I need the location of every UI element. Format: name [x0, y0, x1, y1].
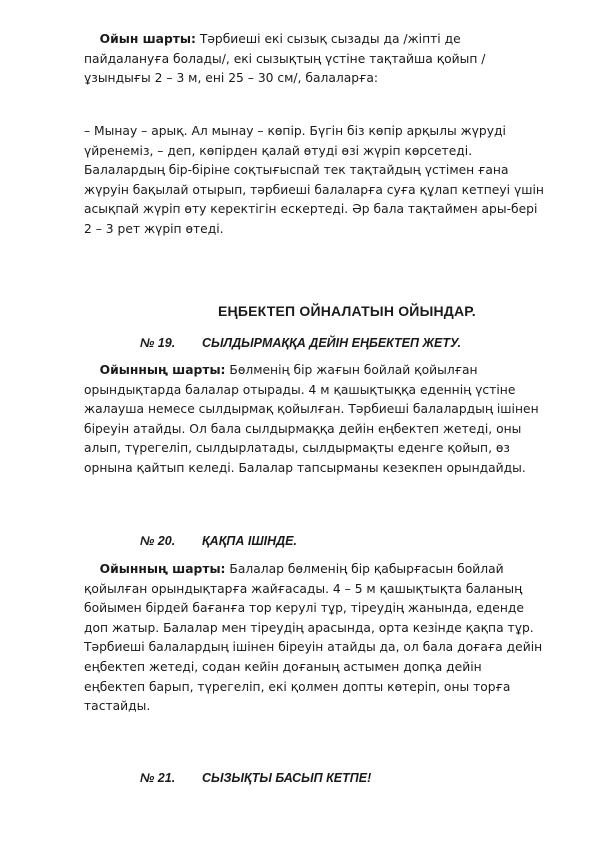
game-20-title: ҚАҚПА ІШІНДЕ.	[202, 534, 297, 548]
game-19-title: СЫЛДЫРМАҚҚА ДЕЙІН ЕҢБЕКТЕП ЖЕТУ.	[202, 336, 462, 350]
game-21-heading	[140, 771, 371, 785]
game-19-rules-text: Бөлменің бір жағын бойлай қойылған орындықтарда балалар отырады. 4 м қашықтыққа еденнің үстіне жалауша немесе сылдырмақ қойылған. Тәрбиеші балалардың ішінен біреуін атайды. Ол бала сылдырмаққа дейін еңбектеп жетеді, оны алып, түрегеліп, сылдырлатады, сылдырмақты еденге қойып, өз орнына қайтып келеді. Балалар тапсырманы кезекпен орындайды.	[84, 363, 539, 475]
game-20-rules-paragraph	[84, 560, 544, 717]
game-19-heading	[140, 336, 461, 350]
section-heading: ЕҢБЕКТЕП ОЙНАЛАТЫН ОЙЫНДАР.	[218, 303, 476, 319]
game-20-rules-text: Балалар бөлменің бір қабырғасын бойлай қойылған орындықтарға жайғасады. 4 – 5 м қашықтықта баланың бойымен бірдей бағанға тор керулі тұр, тіреудің жанында, еденде доп жатыр. Балалар мен тіреудің арасында, орта кезінде қақпа тұр. Тәрбиеші балалардың ішінен біреуін атайды да, ол бала доғаға дейін еңбектеп жетеді, содан кейін доғаның астымен допқа дейін еңбектеп барып, түрегеліп, екі қолмен допты көтеріп, оны торға тастайды.	[84, 562, 543, 714]
game-20-number: № 20.	[140, 534, 176, 548]
intro-rules-paragraph	[84, 30, 544, 89]
game-19-rules-label: Ойынның шарты:	[99, 363, 226, 377]
rules-text: Тәрбиеші екі сызық сызады да /жіпті де пайдалануға болады/, екі сызықтың үстіне тақтайша қойып /ұзындығы 2 – 3 м, ені 25 – 30 см/, балаларға:	[84, 32, 486, 86]
game-21-number: № 21.	[140, 771, 176, 785]
game-20-heading	[140, 534, 297, 548]
bridge-explanation-paragraph	[84, 122, 544, 240]
bridge-explanation-text: – Мынау – арық. Ал мынау – көпір. Бүгін біз көпір арқылы жүруді үйренеміз, – деп, көпірден қалай өтуді өзі жүріп көрсетеді. Балалардың бір-біріне соқтығыспай тек тақтайдың үстімен ғана жүруін бақылай отырып, тәрбиеші балаларға суға құлап кетпеуі үшін асықпай жүріп өту керектігін ескертеді. Әр бала тақтаймен ары-бері 2 – 3 рет жүріп өтеді.	[84, 124, 544, 236]
game-19-rules-paragraph	[84, 361, 544, 479]
game-19-number: № 19.	[140, 336, 176, 350]
game-20-rules-label: Ойынның шарты:	[99, 562, 226, 576]
rules-label: Ойын шарты:	[99, 32, 196, 46]
game-21-title: СЫЗЫҚТЫ БАСЫП КЕТПЕ!	[202, 771, 372, 785]
